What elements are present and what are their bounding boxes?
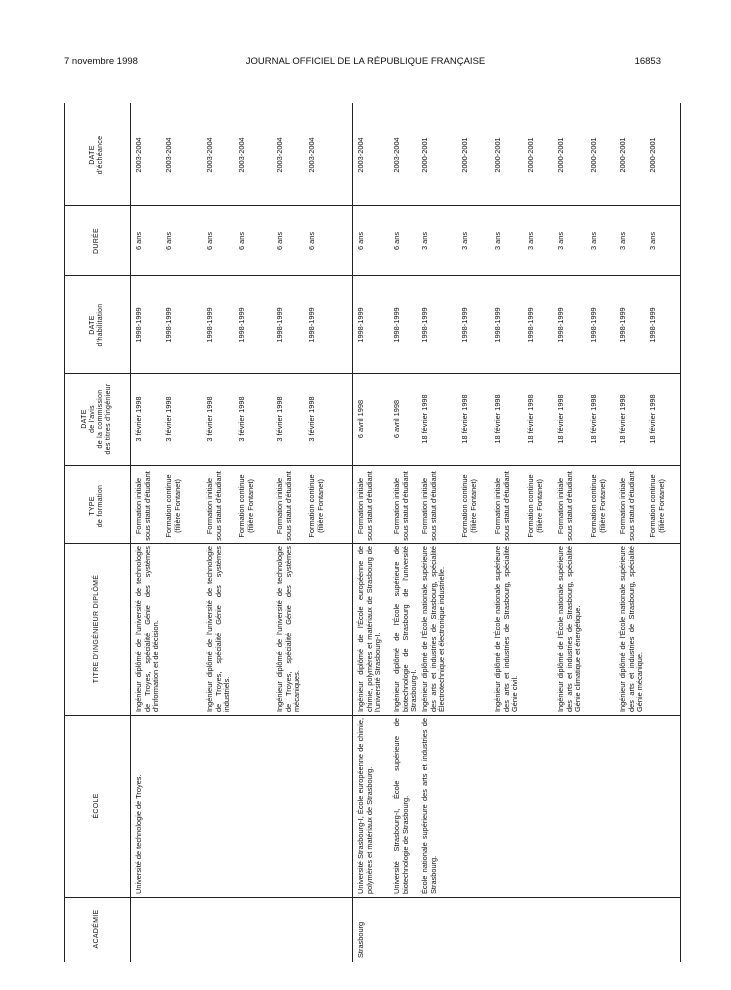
row-s2-habil: 1998-1999 [356, 307, 365, 343]
academie-strasbourg: Strasbourg [356, 921, 365, 958]
rule-header [130, 103, 131, 962]
row-s2-habil: 1998-1999 [420, 307, 429, 343]
row-s1-echeance: 2003-2004 [134, 137, 143, 173]
row-s2-avis: 6 avril 1998 [356, 399, 365, 439]
rule-col [64, 205, 681, 206]
ecole-ensais: École nationale supérieure des arts et industries de Strasbourg. [420, 718, 438, 894]
row-s1-type: Formation initiale sous statut d'étudiant [275, 471, 293, 541]
row-s2-habil: 1998-1999 [618, 307, 627, 343]
col-echeance: DATE d'échéance [88, 135, 104, 175]
row-s1-avis: 3 février 1998 [275, 396, 284, 442]
row-s2-avis: 18 février 1998 [589, 394, 598, 444]
row-s1-type: Formation continue (filière Fontanet) [307, 474, 325, 538]
titre-7: Ingénieur diplômé de l'École nationale supérieure des arts et industries de Strasbourg, spécialité Génie civil. [493, 546, 520, 712]
row-s1-duree: 6 ans [134, 231, 143, 251]
row-s2-duree: 3 ans [493, 231, 502, 251]
row-s2-duree: 3 ans [460, 231, 469, 251]
row-s1-echeance: 2003-2004 [237, 137, 246, 173]
col-titre: TITRE D'INGÉNIEUR DIPLÔMÉ [92, 574, 100, 684]
row-s2-type: Formation continue (filière Fontanet) [460, 474, 478, 538]
row-s2-duree: 6 ans [392, 231, 401, 251]
row-s1-echeance: 2003-2004 [205, 137, 214, 173]
row-s2-type: Formation initiale sous statut d'étudiant [392, 471, 410, 541]
row-s2-type: Formation continue (filière Fontanet) [648, 474, 666, 538]
row-s1-avis: 3 février 1998 [237, 396, 246, 442]
row-s2-type: Formation continue (filière Fontanet) [589, 474, 607, 538]
diploma-table [64, 103, 681, 962]
row-s2-duree: 3 ans [589, 231, 598, 251]
table-header [64, 103, 130, 962]
ecole-ecpm: Université Strasbourg-I, École européenne de chimie, polymères et matériaux de Strasbourg. [356, 718, 374, 894]
row-s2-habil: 1998-1999 [589, 307, 598, 343]
col-duree: DURÉE [92, 228, 100, 255]
row-s2-type: Formation continue (filière Fontanet) [526, 474, 544, 538]
row-s1-avis: 3 février 1998 [134, 396, 143, 442]
rule-col [64, 275, 681, 276]
row-s1-habil: 1998-1999 [164, 307, 173, 343]
row-s2-duree: 3 ans [420, 231, 429, 251]
row-s1-habil: 1998-1999 [134, 307, 143, 343]
page-number: 16853 [634, 56, 661, 67]
row-s2-duree: 3 ans [526, 231, 535, 251]
row-s1-avis: 3 février 1998 [307, 396, 316, 442]
publication-date: 7 novembre 1998 [64, 56, 138, 67]
rule-col [64, 897, 681, 898]
row-s2-avis: 18 février 1998 [648, 394, 657, 444]
col-ecole: ÉCOLE [92, 793, 100, 819]
rule-col [64, 543, 681, 544]
journal-title: JOURNAL OFFICIEL DE LA RÉPUBLIQUE FRANÇAISE [245, 56, 486, 67]
row-s2-echeance: 2000-2001 [589, 137, 598, 173]
row-s2-type: Formation initiale sous statut d'étudiant [493, 471, 511, 541]
rule-section [352, 103, 353, 962]
row-s2-type: Formation initiale sous statut d'étudiant [618, 471, 636, 541]
col-habilitation: DATE d'habilitation [88, 303, 104, 347]
row-s2-habil: 1998-1999 [460, 307, 469, 343]
row-s1-duree: 6 ans [275, 231, 284, 251]
row-s2-avis: 18 février 1998 [526, 394, 535, 444]
row-s1-habil: 1998-1999 [205, 307, 214, 343]
row-s2-duree: 3 ans [556, 231, 565, 251]
row-s1-type: Formation continue (filière Fontanet) [237, 474, 255, 538]
row-s2-habil: 1998-1999 [493, 307, 502, 343]
row-s2-echeance: 2003-2004 [356, 137, 365, 173]
row-s2-avis: 18 février 1998 [556, 394, 565, 444]
row-s2-echeance: 2000-2001 [556, 137, 565, 173]
row-s1-duree: 6 ans [164, 231, 173, 251]
row-s1-avis: 3 février 1998 [205, 396, 214, 442]
row-s1-type: Formation initiale sous statut d'étudiant [205, 471, 223, 541]
rule-col [64, 465, 681, 466]
row-s2-duree: 3 ans [618, 231, 627, 251]
row-s1-type: Formation initiale sous statut d'étudiant [134, 471, 152, 541]
row-s2-habil: 1998-1999 [392, 307, 401, 343]
col-avis: DATE de l'avis de la commission des titres d'ingénieur [80, 383, 113, 455]
row-s1-duree: 6 ans [205, 231, 214, 251]
row-s2-type: Formation initiale sous statut d'étudiant [420, 471, 438, 541]
row-s1-echeance: 2003-2004 [307, 137, 316, 173]
row-s2-echeance: 2003-2004 [392, 137, 401, 173]
col-type: TYPE de formation [88, 484, 104, 528]
titre-2: Ingénieur diplômé de l'université de technologie de Troyes, spécialité Génie des systèmes industriels. [205, 546, 232, 712]
row-s2-type: Formation initiale sous statut d'étudiant [556, 471, 574, 541]
row-s2-duree: 3 ans [648, 231, 657, 251]
row-s2-habil: 1998-1999 [556, 307, 565, 343]
row-s1-duree: 6 ans [307, 231, 316, 251]
titre-4: Ingénieur diplômé de l'École européenne de chimie, polymères et matériaux de Strasbourg de l'université Strasbourg-I. [356, 546, 383, 712]
rule-col [64, 715, 681, 716]
row-s2-echeance: 2000-2001 [648, 137, 657, 173]
row-s2-habil: 1998-1999 [648, 307, 657, 343]
row-s2-avis: 6 avril 1998 [392, 399, 401, 439]
ecole-esbs: Université Strasbourg-I, École supérieure de biotechnologie de Strasbourg. [392, 718, 410, 894]
row-s2-avis: 18 février 1998 [493, 394, 502, 444]
row-s2-echeance: 2000-2001 [460, 137, 469, 173]
row-s1-duree: 6 ans [237, 231, 246, 251]
rule-col [64, 373, 681, 374]
titre-9: Ingénieur diplômé de l'École nationale supérieure des arts et industries de Strasbourg, spécialité Génie mécanique. [618, 546, 645, 712]
rule-bottom [680, 103, 681, 962]
row-s1-habil: 1998-1999 [275, 307, 284, 343]
rule-top [64, 103, 65, 962]
titre-5: Ingénieur diplômé de l'École supérieure de biotechnologie de Strasbourg de l'université Strasbourg-I. [392, 546, 419, 712]
row-s1-avis: 3 février 1998 [164, 396, 173, 442]
row-s2-echeance: 2000-2001 [493, 137, 502, 173]
row-s1-habil: 1998-1999 [307, 307, 316, 343]
row-s1-type: Formation continue (filière Fontanet) [164, 474, 182, 538]
row-s1-echeance: 2003-2004 [275, 137, 284, 173]
row-s1-habil: 1998-1999 [237, 307, 246, 343]
row-s2-avis: 18 février 1998 [618, 394, 627, 444]
row-s2-echeance: 2000-2001 [618, 137, 627, 173]
row-s2-avis: 18 février 1998 [420, 394, 429, 444]
col-academie: ACADÉMIE [92, 909, 100, 949]
row-s2-type: Formation initiale sous statut d'étudiant [356, 471, 374, 541]
row-s2-echeance: 2000-2001 [526, 137, 535, 173]
titre-3: Ingénieur diplômé de l'université de technologie de Troyes, spécialité Génie des systèmes mécaniques. [275, 546, 302, 712]
row-s2-avis: 18 février 1998 [460, 394, 469, 444]
row-s2-echeance: 2000-2001 [420, 137, 429, 173]
titre-6: Ingénieur diplômé de l'École nationale supérieure des arts et industries de Strasbourg, spécialité Électrotechnique et électronique industrielle. [420, 546, 447, 712]
page-header [0, 56, 731, 70]
row-s1-echeance: 2003-2004 [164, 137, 173, 173]
table-frame [64, 103, 681, 962]
titre-8: Ingénieur diplômé de l'École nationale supérieure des arts et industries de Strasbourg, spécialité Génie climatique et énergétique. [556, 546, 583, 712]
row-s2-duree: 6 ans [356, 231, 365, 251]
ecole-troyes: Université de technologie de Troyes. [134, 774, 143, 894]
titre-1: Ingénieur diplômé de l'université de technologie de Troyes, spécialité Génie des systèmes d'information et de décision. [134, 546, 161, 712]
row-s2-habil: 1998-1999 [526, 307, 535, 343]
